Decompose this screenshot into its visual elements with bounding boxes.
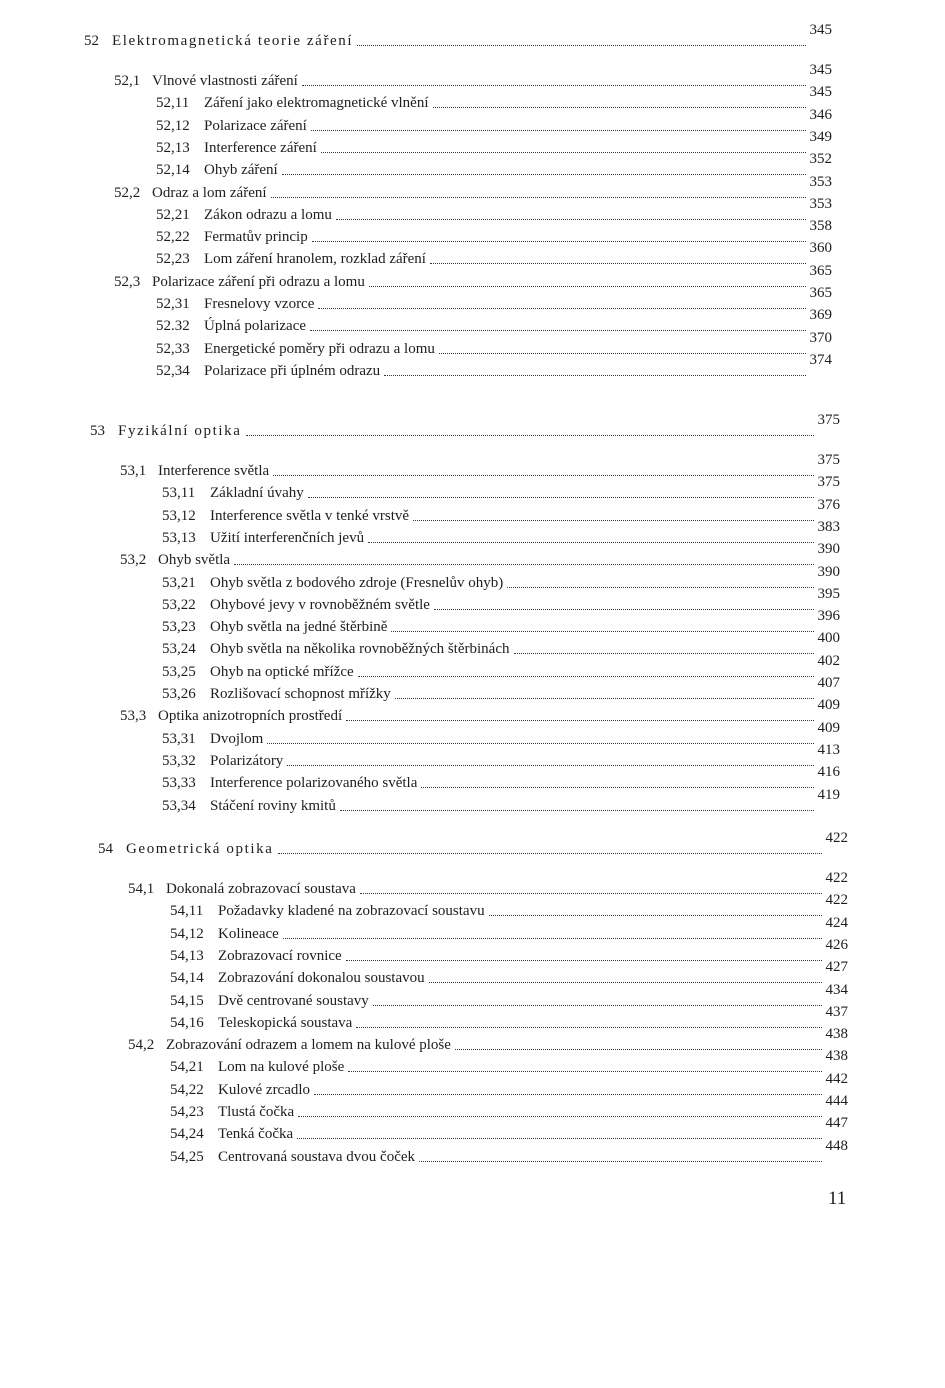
section-number: 52,2 <box>114 184 141 201</box>
page-reference: 400 <box>817 630 840 647</box>
page-reference: 437 <box>825 1003 848 1020</box>
section-title: Polarizace záření při odrazu a lomu <box>152 273 365 290</box>
dot-leader <box>434 609 814 610</box>
subsection-entry <box>156 84 832 112</box>
dot-leader <box>246 435 814 436</box>
section-title: Fresnelovy vzorce <box>204 296 315 312</box>
section-title: Úplná polarizace <box>204 318 307 335</box>
section-title: Tlustá čočka <box>218 1104 295 1120</box>
dot-leader <box>336 219 806 220</box>
chapter-title: Geometrická optika <box>126 841 274 857</box>
dot-leader <box>287 765 813 766</box>
section-number: 52,14 <box>156 162 190 179</box>
section-number: 54,12 <box>170 925 204 942</box>
dot-leader <box>421 787 813 788</box>
section-entry <box>120 541 840 569</box>
section-number: 53,22 <box>162 596 196 613</box>
section-number: 53,23 <box>162 619 196 636</box>
chapter-heading <box>98 830 848 858</box>
section-number: 52,23 <box>156 251 190 268</box>
section-title: Interference světla v tenké vrstvě <box>210 507 410 524</box>
page-reference: 349 <box>809 128 832 145</box>
dot-leader <box>348 1071 821 1072</box>
section-number: 54,13 <box>170 947 204 964</box>
section-number: 54,16 <box>170 1014 204 1031</box>
section-title: Dvě centrované soustavy <box>218 992 369 1009</box>
section-number: 54,1 <box>128 881 155 897</box>
section-title: Kulové zrcadlo <box>218 1081 311 1098</box>
page-reference: 434 <box>825 981 848 998</box>
section-entry <box>128 1026 848 1054</box>
section-number: 54,25 <box>170 1148 204 1165</box>
dot-leader <box>346 960 822 961</box>
section-title: Zobrazovací rovnice <box>218 947 342 964</box>
page-reference: 383 <box>817 518 840 535</box>
section-title: Interference polarizovaného světla <box>210 775 418 792</box>
subsection-entry <box>162 675 840 703</box>
page-reference: 360 <box>809 240 832 257</box>
section-title: Dvojlom <box>210 730 264 747</box>
section-number: 52,21 <box>156 206 190 223</box>
subsection-entry <box>156 351 832 380</box>
page-reference: 424 <box>825 914 848 931</box>
subsection-entry <box>162 496 840 525</box>
dot-leader <box>234 564 813 565</box>
dot-leader <box>455 1049 822 1050</box>
section-number: 52,3 <box>114 273 141 290</box>
dot-leader <box>308 497 814 498</box>
dot-leader <box>429 982 822 983</box>
dot-leader <box>311 130 806 131</box>
subsection-entry <box>162 786 840 815</box>
page-reference: 426 <box>825 936 848 953</box>
section-title: Základní úvahy <box>210 485 304 502</box>
page-reference: 374 <box>809 351 832 368</box>
dot-leader <box>302 85 806 86</box>
section-title: Lom záření hranolem, rozklad záření <box>204 251 426 268</box>
dot-leader <box>310 330 805 331</box>
section-number: 53,33 <box>162 775 196 792</box>
page-reference: 416 <box>817 764 840 781</box>
dot-leader <box>384 375 805 376</box>
page-reference: 376 <box>817 496 840 513</box>
section-title: Vlnové vlastnosti záření <box>152 73 298 89</box>
section-number: 52,13 <box>156 139 190 156</box>
section-title: Ohyb světla na jedné štěrbině <box>210 619 388 636</box>
section-title: Odraz a lom záření <box>152 184 267 201</box>
section-entry <box>120 697 840 725</box>
page-number: 11 <box>828 1188 847 1209</box>
subsection-entry <box>162 474 840 502</box>
page-reference: 390 <box>817 541 840 558</box>
section-number: 53,31 <box>162 730 196 747</box>
subsection-entry <box>170 1070 848 1099</box>
subsection-entry <box>156 285 832 313</box>
page-reference: 369 <box>809 307 832 324</box>
section-number: 52,1 <box>114 73 141 89</box>
section-number: 53,2 <box>120 552 147 569</box>
section-number: 53,24 <box>162 641 196 658</box>
dot-leader <box>369 286 806 287</box>
chapter-number: 54 <box>98 841 113 857</box>
dot-leader <box>419 1161 821 1162</box>
section-title: Rozlišovací schopnost mřížky <box>210 686 391 702</box>
page-reference: 370 <box>809 329 832 346</box>
page-reference: 365 <box>809 262 832 279</box>
dot-leader <box>395 698 814 699</box>
dot-leader <box>439 353 806 354</box>
section-number: 54,21 <box>170 1059 204 1076</box>
section-title: Interference záření <box>204 139 317 156</box>
dot-leader <box>278 853 822 854</box>
section-number: 52,34 <box>156 362 190 379</box>
page-reference: 422 <box>825 892 848 909</box>
page-reference: 375 <box>817 474 840 491</box>
subsection-entry <box>170 936 848 965</box>
dot-leader <box>297 1138 821 1139</box>
section-title: Interference světla <box>158 463 270 479</box>
subsection-entry <box>162 585 840 614</box>
section-title: Kolineace <box>218 925 279 942</box>
page-reference: 447 <box>825 1115 848 1132</box>
page-reference: 422 <box>825 870 848 886</box>
section-title: Ohybové jevy v rovnoběžném světle <box>210 596 430 613</box>
dot-leader <box>358 676 814 677</box>
section-number: 54,24 <box>170 1126 204 1143</box>
dot-leader <box>360 893 822 894</box>
chapter-number: 53 <box>90 423 105 439</box>
dot-leader <box>391 631 813 632</box>
section-number: 53,32 <box>162 752 196 769</box>
section-title: Tenká čočka <box>218 1126 294 1143</box>
chapter-heading <box>84 22 832 50</box>
section-title: Zobrazování dokonalou soustavou <box>218 970 425 987</box>
subsection-entry <box>156 307 832 335</box>
subsection-entry <box>162 518 840 547</box>
page-reference: 422 <box>825 830 848 846</box>
dot-leader <box>357 45 805 46</box>
subsection-entry <box>170 914 848 943</box>
dot-leader <box>318 308 805 309</box>
section-entry <box>128 870 848 898</box>
section-number: 53,1 <box>120 463 147 479</box>
section-title: Teleskopická soustava <box>218 1014 353 1031</box>
subsection-entry <box>162 563 840 592</box>
section-number: 52,31 <box>156 296 190 312</box>
subsection-entry <box>156 329 832 358</box>
chapter-number: 52 <box>84 33 99 49</box>
section-title: Dokonalá zobrazovací soustava <box>166 881 356 897</box>
dot-leader <box>346 720 813 721</box>
page-reference: 413 <box>817 741 840 758</box>
subsection-entry <box>162 741 840 770</box>
page-reference: 375 <box>817 452 840 468</box>
dot-leader <box>283 938 822 939</box>
page-reference: 352 <box>809 151 832 168</box>
section-number: 54,23 <box>170 1104 204 1120</box>
section-number: 53,25 <box>162 663 196 680</box>
dot-leader <box>340 810 814 811</box>
page-reference: 353 <box>809 173 832 190</box>
page-reference: 444 <box>825 1093 848 1109</box>
dot-leader <box>373 1005 822 1006</box>
page-reference: 419 <box>817 786 840 803</box>
section-entry <box>114 173 832 202</box>
section-number: 53,21 <box>162 574 196 591</box>
section-number: 53,34 <box>162 797 196 814</box>
subsection-entry <box>162 764 840 792</box>
section-entry <box>114 62 832 90</box>
dot-leader <box>314 1094 821 1095</box>
section-title: Ohyb světla z bodového zdroje (Fresnelův ohyb) <box>210 574 504 591</box>
dot-leader <box>321 152 806 153</box>
page-reference: 390 <box>817 563 840 580</box>
section-number: 54,22 <box>170 1081 204 1098</box>
dot-leader <box>312 241 806 242</box>
page-reference: 375 <box>817 412 840 428</box>
subsection-entry <box>156 128 832 157</box>
section-title: Polarizace při úplném odrazu <box>204 362 381 379</box>
page-reference: 402 <box>817 652 840 669</box>
page-reference: 345 <box>809 62 832 78</box>
section-number: 53,13 <box>162 529 196 546</box>
section-number: 53,26 <box>162 686 196 702</box>
page-reference: 345 <box>809 84 832 101</box>
dot-leader <box>273 475 813 476</box>
section-number: 52,11 <box>156 95 190 112</box>
page-reference: 438 <box>825 1048 848 1065</box>
dot-leader <box>282 174 806 175</box>
page-reference: 353 <box>809 195 832 212</box>
dot-leader <box>356 1027 821 1028</box>
page-reference: 442 <box>825 1070 848 1087</box>
chapter-title: Elektromagnetická teorie záření <box>112 33 354 49</box>
page-reference: 358 <box>809 218 832 235</box>
dot-leader <box>433 107 806 108</box>
subsection-entry <box>156 106 832 135</box>
page-reference: 395 <box>817 585 840 602</box>
section-number: 54,11 <box>170 903 204 920</box>
dot-leader <box>271 197 806 198</box>
section-number: 52,33 <box>156 340 190 357</box>
section-title: Polarizace záření <box>204 117 307 134</box>
dot-leader <box>430 263 806 264</box>
section-title: Záření jako elektromagnetické vlnění <box>204 95 429 112</box>
page-reference: 409 <box>817 719 840 736</box>
subsection-entry <box>162 630 840 658</box>
subsection-entry <box>156 218 832 246</box>
subsection-entry <box>162 652 840 681</box>
section-title: Polarizátory <box>210 752 284 769</box>
section-entry <box>120 452 840 480</box>
dot-leader <box>413 520 813 521</box>
section-title: Ohyb světla <box>158 552 231 569</box>
page-reference: 396 <box>817 608 840 625</box>
section-title: Požadavky kladené na zobrazovací soustavu <box>218 903 485 920</box>
page-reference: 427 <box>825 959 848 976</box>
section-title: Optika anizotropních prostředí <box>158 708 343 725</box>
subsection-entry <box>170 1093 848 1121</box>
subsection-entry <box>170 1137 848 1166</box>
subsection-entry <box>162 608 840 636</box>
subsection-entry <box>162 719 840 748</box>
section-title: Ohyb záření <box>204 162 278 179</box>
page-reference: 438 <box>825 1026 848 1043</box>
section-title: Fermatův princip <box>204 229 308 246</box>
subsection-entry <box>170 1003 848 1032</box>
dot-leader <box>514 653 814 654</box>
subsection-entry <box>156 240 832 268</box>
section-number: 52,22 <box>156 229 190 246</box>
subsection-entry <box>156 195 832 224</box>
subsection-entry <box>170 1048 848 1076</box>
section-title: Zákon odrazu a lomu <box>204 206 332 223</box>
section-number: 54,15 <box>170 992 204 1009</box>
dot-leader <box>368 542 813 543</box>
section-number: 52,12 <box>156 117 190 134</box>
dot-leader <box>298 1116 821 1117</box>
section-number: 54,2 <box>128 1037 155 1054</box>
subsection-entry <box>170 959 848 987</box>
page-reference: 409 <box>817 697 840 714</box>
chapter-title: Fyzikální optika <box>118 423 242 439</box>
page-reference: 448 <box>825 1137 848 1154</box>
section-title: Ohyb světla na několika rovnoběžných štěrbinách <box>210 641 510 658</box>
page-reference: 345 <box>809 22 832 38</box>
section-number: 52.32 <box>156 318 190 335</box>
section-title: Stáčení roviny kmitů <box>210 797 336 814</box>
dot-leader <box>489 915 822 916</box>
section-number: 53,11 <box>162 485 196 502</box>
section-entry <box>114 262 832 291</box>
section-number: 54,14 <box>170 970 204 987</box>
section-number: 53,3 <box>120 708 147 725</box>
section-number: 53,12 <box>162 507 196 524</box>
dot-leader <box>507 587 813 588</box>
section-title: Centrovaná soustava dvou čoček <box>218 1148 416 1165</box>
subsection-entry <box>170 1115 848 1143</box>
section-title: Užití interferenčních jevů <box>210 529 365 546</box>
page-reference: 407 <box>817 675 840 691</box>
subsection-entry <box>170 892 848 920</box>
section-title: Ohyb na optické mřížce <box>210 663 354 680</box>
chapter-heading <box>90 412 840 440</box>
section-title: Lom na kulové ploše <box>218 1059 345 1076</box>
section-title: Energetické poměry při odrazu a lomu <box>204 340 435 357</box>
subsection-entry <box>170 981 848 1010</box>
subsection-entry <box>156 151 832 179</box>
section-title: Zobrazování odrazem a lomem na kulové ploše <box>166 1037 451 1054</box>
page-reference: 346 <box>809 106 832 123</box>
page-reference: 365 <box>809 285 832 301</box>
dot-leader <box>267 743 813 744</box>
